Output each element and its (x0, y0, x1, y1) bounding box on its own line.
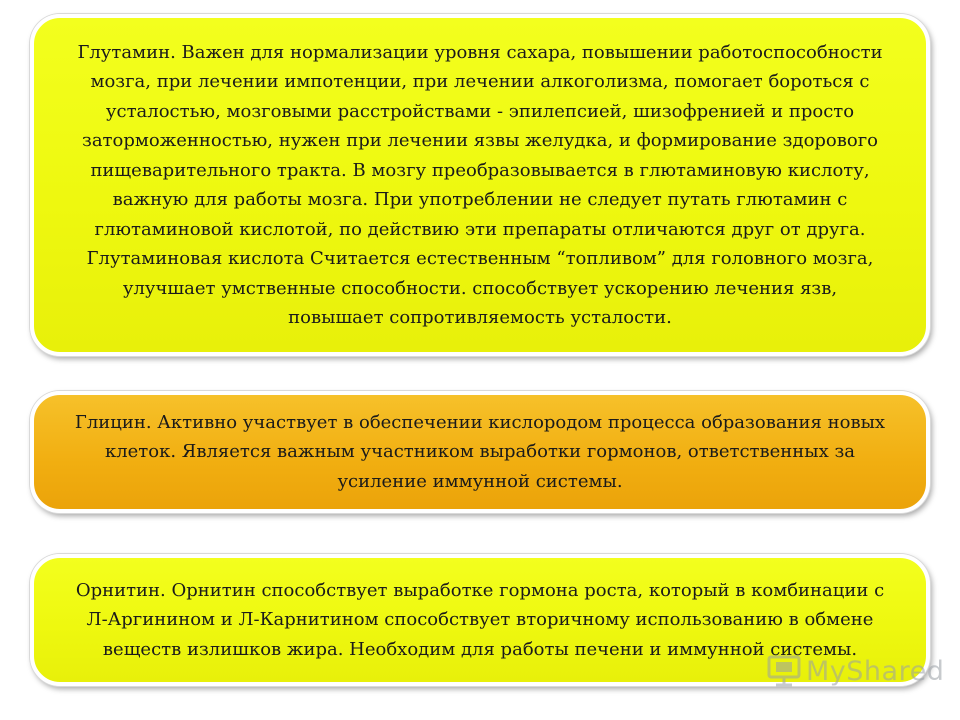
glutamine-text: Глутамин. Важен для нормализации уровня сахара, повышении работоспособности мозга, при лечении импотенции, при лечении алкоголизма, помогает бороться с усталостью, мозговыми расстройствами - эпилепсией, шизофренией и просто заторможенностью, нужен при лечении язвы желудка, и формирование здорового пищеварительного тракта. В мозгу преобразовывается в глютаминовую кислоту, важную для работы мозга. При употреблении не следует путать глютамин с глютаминовой кислотой, по действию эти препараты отличаются друг от друга. Глутаминовая кислота Считается естественным “топливом” для головного мозга, улучшает умственные способности. способствует ускорению лечения язв, повышает сопротивляемость усталости. (77, 41, 883, 328)
presentation-board-icon (766, 654, 802, 688)
myshared-watermark (766, 651, 944, 691)
ornithine-text: Орнитин. Орнитин способствует выработке гормона роста, который в комбинации с Л-Аргинином и Л-Карнитином способствует вторичному использованию в обмене веществ излишков жира. Необходим для работы печени и иммунной системы. (75, 579, 885, 660)
glutamine-card (30, 14, 930, 356)
watermark-text: MyShared (806, 655, 945, 687)
glycine-text: Глицин. Активно участвует в обеспечении кислородом процесса образования новых клеток. Является важным участником выработки гормонов, ответственных за усиление иммунной системы. (74, 411, 886, 492)
glycine-card (30, 391, 930, 513)
